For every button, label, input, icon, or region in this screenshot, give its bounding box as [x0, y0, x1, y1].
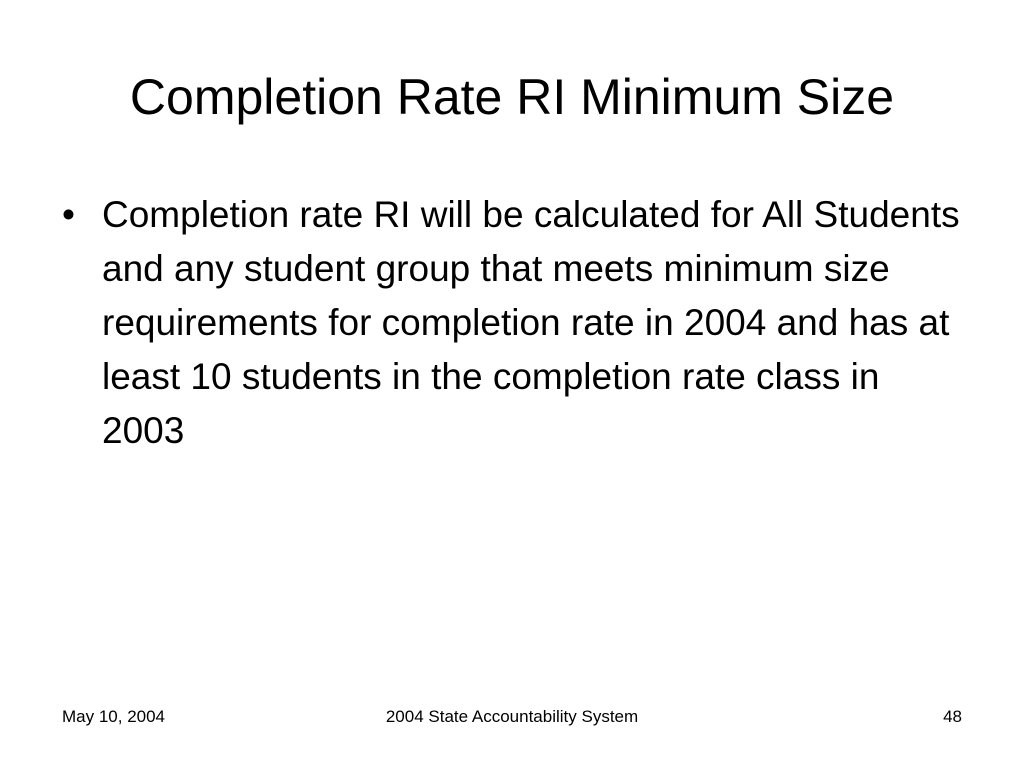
footer-date: May 10, 2004 [62, 707, 166, 726]
bullet-text: Completion rate RI will be calculated for All Students and any student group that meets minimum size requirements for completion rate in 2004 and has at least 10 students in the completion rate class in 2003 [102, 194, 960, 451]
page-number: 48 [943, 707, 962, 726]
bullet-icon: • [62, 194, 75, 235]
bullet-item [62, 188, 972, 458]
footer-title: 2004 State Accountability System [385, 707, 639, 726]
slide-title: Completion Rate RI Minimum Size [129, 69, 895, 125]
bullet-list [62, 188, 972, 458]
